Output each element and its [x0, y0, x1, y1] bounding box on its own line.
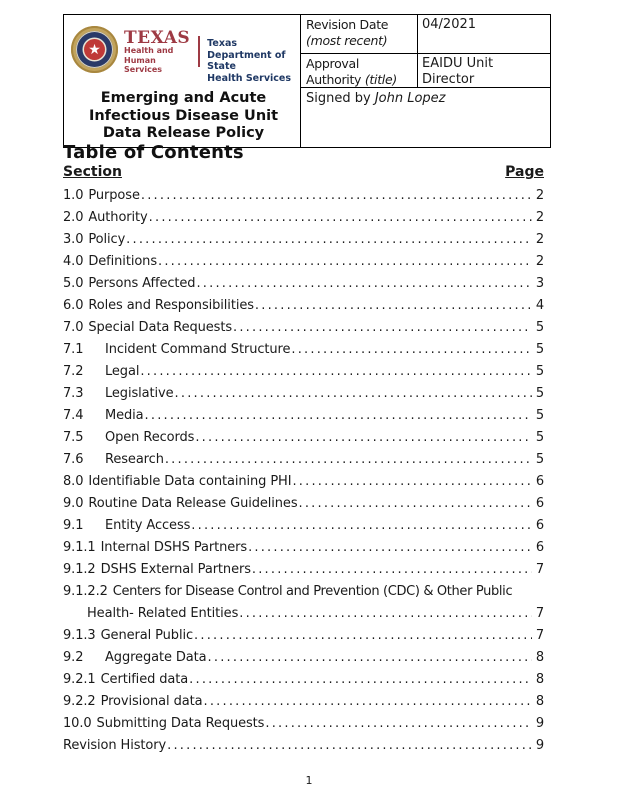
toc-entry	[63, 317, 544, 339]
revision-date-note: (most recent)	[306, 32, 388, 48]
toc-entry-title: Special Data Requests	[88, 320, 232, 335]
revision-date-value: 04/2021	[422, 17, 477, 32]
toc-entry-title: Aggregate Data	[105, 650, 207, 665]
toc-entry-title: Persons Affected	[88, 276, 196, 291]
toc-entry-title: Provisional data	[100, 694, 203, 709]
toc-dot-leader	[158, 251, 532, 273]
toc-entry	[63, 537, 544, 559]
seal-inner-ring	[76, 31, 113, 68]
toc-entry-number: 8.0	[63, 474, 84, 489]
toc-dot-leader	[233, 317, 532, 339]
toc-entry	[63, 273, 544, 295]
toc-entry-number: 4.0	[63, 254, 84, 269]
toc-entry-number: 3.0	[63, 232, 84, 247]
toc-entry-page: 7	[535, 606, 544, 621]
toc-entry	[63, 295, 544, 317]
toc-entry	[63, 471, 544, 493]
toc-entry-title: Identifiable Data containing PHI	[88, 474, 292, 489]
toc-entry-page: 3	[535, 276, 544, 291]
toc-entry	[63, 361, 544, 383]
toc-entry-number: 9.1.2	[63, 562, 96, 577]
toc-entry-number: 6.0	[63, 298, 84, 313]
texas-hhs-seal-icon	[71, 26, 118, 73]
toc-entry-title: Legal	[105, 364, 140, 379]
revision-date-label: Revision Date (most recent)	[301, 15, 418, 53]
header-fields	[301, 15, 550, 147]
toc-entry-page: 9	[535, 738, 544, 753]
toc-entry-page: 8	[535, 672, 544, 687]
toc-dot-leader	[292, 471, 531, 493]
toc-dot-leader	[248, 537, 532, 559]
toc-entry-number: 7.2	[63, 364, 84, 379]
approval-authority-row	[301, 54, 550, 88]
toc-dot-leader	[291, 339, 531, 361]
dshs-wordmark	[207, 26, 298, 84]
signed-by-cell	[301, 88, 447, 147]
toc-entry-number: 7.0	[63, 320, 84, 335]
toc-entry-title: Legislative	[105, 386, 174, 401]
toc-entry	[63, 339, 544, 361]
toc-entry-title: Certified data	[100, 672, 189, 687]
star-icon: ★	[88, 41, 101, 58]
toc-entry-number: 1.0	[63, 188, 84, 203]
toc-dot-leader	[140, 361, 531, 383]
toc-entry	[63, 515, 544, 537]
toc-entry-page: 5	[535, 386, 544, 401]
toc-entry-title: Policy	[88, 232, 126, 247]
hhs-sub-line2: Services	[124, 65, 163, 74]
toc-dot-leader	[255, 295, 532, 317]
toc-entry-title: Incident Command Structure	[105, 342, 291, 357]
toc-entry-page: 5	[535, 452, 544, 467]
toc-entry	[63, 229, 544, 251]
toc-dot-leader	[195, 427, 531, 449]
toc-dot-leader	[194, 625, 532, 647]
toc-entry-title: Roles and Responsibilities	[88, 298, 254, 313]
toc-dot-leader	[299, 493, 532, 515]
header-table	[63, 14, 551, 148]
toc-entry	[63, 669, 544, 691]
approval-authority-note: (title)	[364, 71, 397, 87]
toc-entry-number: 5.0	[63, 276, 84, 291]
toc-entry	[63, 603, 544, 625]
toc-entry-title: Open Records	[105, 430, 195, 445]
toc-dot-leader	[167, 735, 532, 757]
toc-entry-title: DSHS External Partners	[100, 562, 251, 577]
toc-entry-page: 2	[535, 254, 544, 269]
toc-entry-page: 6	[535, 496, 544, 511]
toc-entry-number: 7.4	[63, 408, 84, 423]
toc-entry-number: 7.6	[63, 452, 84, 467]
toc-column-headers	[63, 164, 544, 180]
header-logo-title-cell	[64, 15, 301, 147]
toc-entry-number: 10.0	[63, 716, 92, 731]
toc-entry-title: Media	[105, 408, 144, 423]
signed-by-name: John Lopez	[374, 91, 446, 106]
signed-by-prefix: Signed by	[306, 91, 375, 106]
toc-entry-number: 7.5	[63, 430, 84, 445]
toc-entry-page: 6	[535, 518, 544, 533]
document-title-line1: Emerging and Acute	[100, 90, 267, 106]
toc-entry-page: 5	[535, 408, 544, 423]
toc-entry-title: Centers for Disease Control and Prevention (CDC) & Other Public	[112, 584, 513, 599]
toc-list	[63, 185, 544, 757]
toc-entry-page: 5	[535, 430, 544, 445]
toc-entry-number: 9.2	[63, 650, 84, 665]
dshs-line2: Health Services	[207, 72, 291, 84]
toc-entry-title: General Public	[100, 628, 194, 643]
hhs-wordmark	[124, 26, 190, 75]
toc-dot-leader	[196, 273, 531, 295]
toc-dot-leader	[141, 185, 532, 207]
toc-entry-page: 7	[535, 562, 544, 577]
toc-entry-page: 5	[535, 364, 544, 379]
toc-entry	[63, 251, 544, 273]
toc-entry-number: 9.1.1	[63, 540, 96, 555]
toc-entry-page: 7	[535, 628, 544, 643]
toc-entry	[63, 581, 544, 603]
toc-entry-number: 2.0	[63, 210, 84, 225]
toc-entry-page: 2	[535, 232, 544, 247]
document-title-line2: Infectious Disease Unit	[88, 107, 279, 124]
logo-divider	[198, 36, 200, 67]
toc-title: Table of Contents	[63, 142, 244, 163]
approval-authority-label: Approval Authority (title)	[301, 54, 418, 87]
toc-entry	[63, 427, 544, 449]
toc-entry-title: Research	[105, 452, 164, 467]
toc-entry-page: 6	[535, 540, 544, 555]
toc-entry-number: 7.3	[63, 386, 84, 401]
toc-dot-leader	[175, 383, 532, 405]
toc-entry	[63, 735, 544, 757]
toc-entry-page: 6	[535, 474, 544, 489]
toc-entry-page: 4	[535, 298, 544, 313]
toc-entry-title: Entity Access	[105, 518, 191, 533]
toc-entry	[63, 185, 544, 207]
toc-dot-leader	[208, 647, 532, 669]
toc-entry-title: Revision History	[63, 738, 167, 753]
toc-entry	[63, 559, 544, 581]
toc-entry	[63, 493, 544, 515]
toc-dot-leader	[126, 229, 532, 251]
toc-entry-page: 8	[535, 650, 544, 665]
toc-dot-leader	[145, 405, 532, 427]
toc-entry	[63, 449, 544, 471]
toc-entry	[63, 647, 544, 669]
toc-entry-number: 9.2.2	[63, 694, 96, 709]
toc-entry-page: 8	[535, 694, 544, 709]
toc-entry-number: 9.0	[63, 496, 84, 511]
toc-dot-leader	[189, 669, 532, 691]
toc-entry-title: Health- Related Entities	[87, 606, 239, 621]
toc-dot-leader	[149, 207, 532, 229]
revision-date-row	[301, 15, 550, 54]
toc-entry-title: Authority	[88, 210, 148, 225]
toc-entry	[63, 405, 544, 427]
toc-entry	[63, 625, 544, 647]
toc-entry-page: 2	[535, 210, 544, 225]
table-of-contents	[63, 142, 544, 757]
toc-entry-number: 9.2.1	[63, 672, 96, 687]
toc-page-header: Page	[505, 164, 544, 180]
toc-entry-page: 5	[535, 342, 544, 357]
agency-logo	[71, 26, 298, 84]
hhs-sub-line1: Health and Human	[124, 46, 174, 65]
approval-authority-value: EAIDU Unit Director	[422, 56, 494, 87]
toc-dot-leader	[265, 713, 531, 735]
toc-entry-page: 9	[535, 716, 544, 731]
toc-entry-title: Internal DSHS Partners	[100, 540, 248, 555]
toc-entry-number: 7.1	[63, 342, 84, 357]
toc-entry-page: 5	[535, 320, 544, 335]
hhs-texas-label: TEXAS	[124, 28, 191, 48]
toc-entry	[63, 383, 544, 405]
toc-dot-leader	[191, 515, 532, 537]
toc-entry-number: 9.1	[63, 518, 84, 533]
seal-center	[84, 39, 105, 60]
toc-entry-title: Definitions	[88, 254, 157, 269]
toc-section-header: Section	[63, 164, 122, 180]
toc-dot-leader	[239, 603, 532, 625]
toc-entry-title: Submitting Data Requests	[96, 716, 265, 731]
toc-dot-leader	[252, 559, 532, 581]
toc-entry-title: Purpose	[88, 188, 140, 203]
toc-dot-leader	[203, 691, 531, 713]
document-title	[69, 90, 298, 143]
signed-by-row	[301, 88, 550, 147]
toc-entry	[63, 207, 544, 229]
toc-entry	[63, 691, 544, 713]
toc-entry-number: 9.1.2.2	[63, 584, 108, 599]
page-number: 1	[305, 774, 313, 787]
toc-dot-leader	[165, 449, 532, 471]
toc-entry	[63, 713, 544, 735]
toc-entry-title: Routine Data Release Guidelines	[88, 496, 298, 511]
document-title-line3: Data Release Policy	[102, 125, 265, 141]
toc-entry-page: 2	[535, 188, 544, 203]
toc-entry-number: 9.1.3	[63, 628, 96, 643]
dshs-line1: Texas Department of State	[207, 38, 286, 72]
